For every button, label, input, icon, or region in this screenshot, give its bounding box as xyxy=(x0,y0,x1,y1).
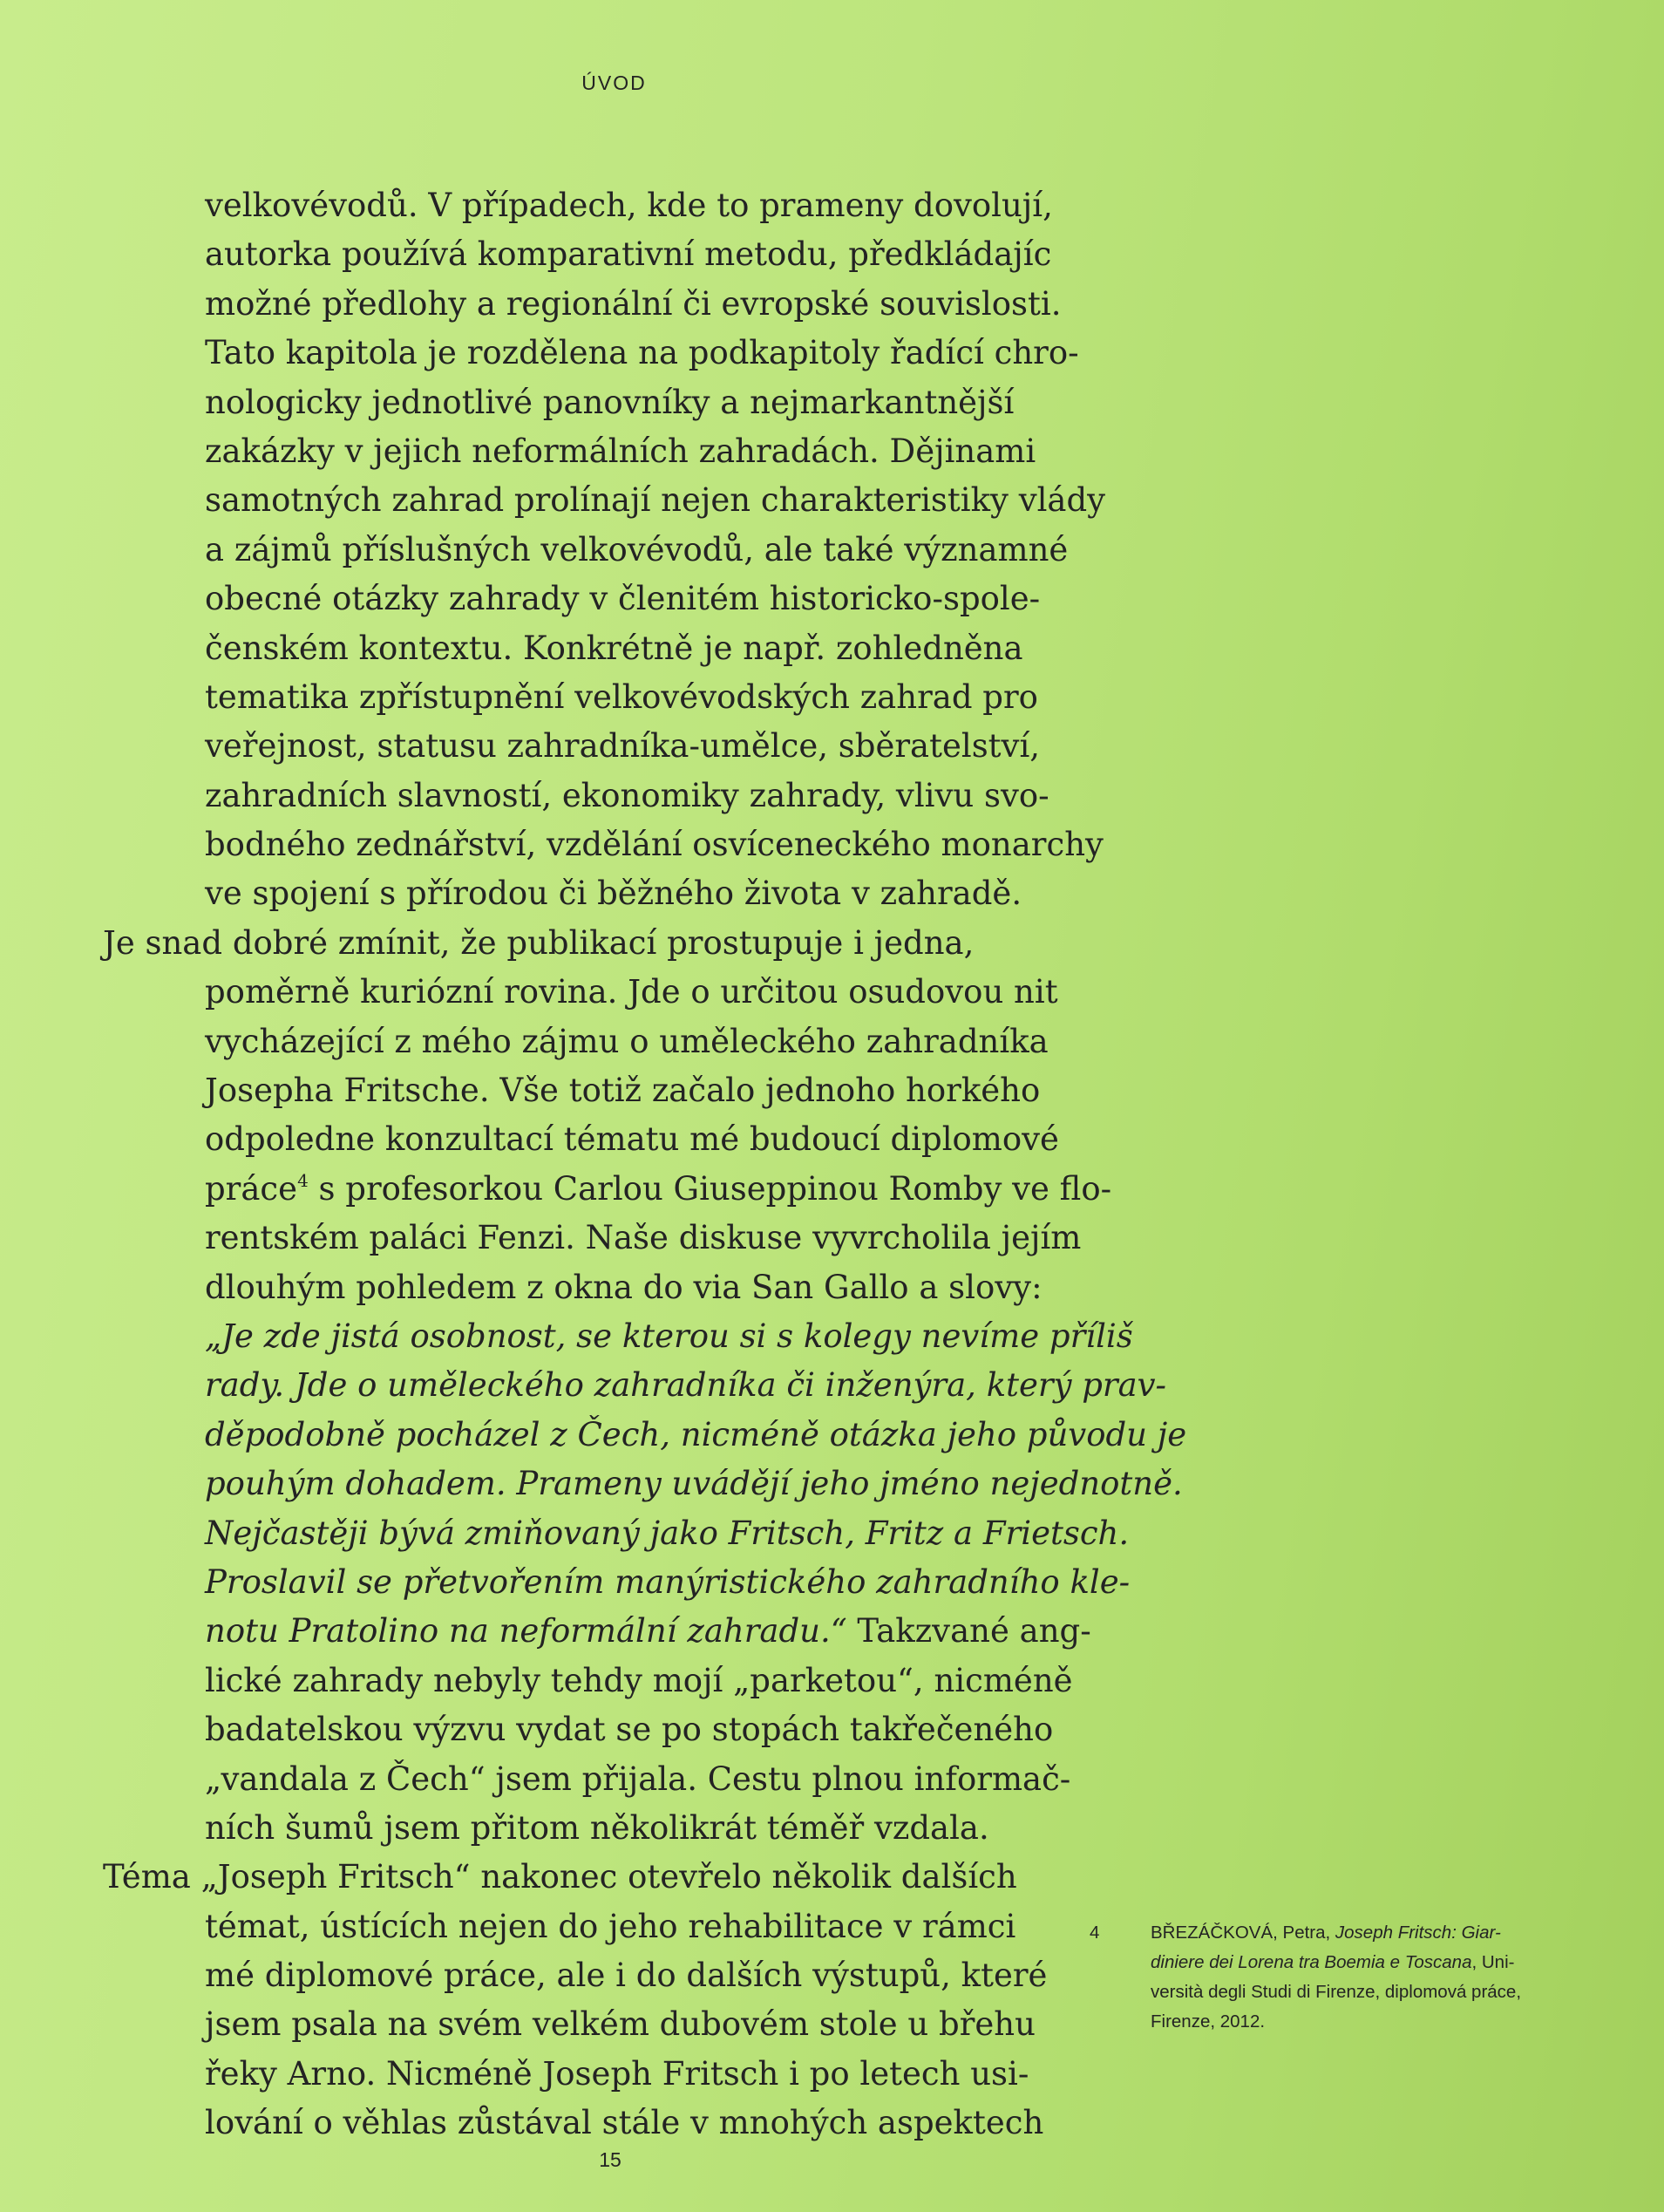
text-line: zahradních slavností, ekonomiky zahrady, vlivu svo- xyxy=(205,776,1049,814)
text-line: ve spojení s přírodou či běžného života v zahradě. xyxy=(205,875,1022,913)
text-line xyxy=(103,1607,1091,1656)
quote-line: Nejčastěji bývá zmiňovaný jako Fritsch, Fritz a Frietsch. xyxy=(205,1514,1130,1552)
text-line: dlouhým pohledem z okna do via San Gallo a slovy: xyxy=(205,1268,1043,1306)
text-line: řeky Arno. Nicméně Joseph Fritsch i po letech usi- xyxy=(205,2054,1029,2093)
text-line: lování o věhlas zůstával stále v mnohých aspektech xyxy=(205,2104,1044,2142)
text-line: ních šumů jsem přitom několikrát téměř vzdala. xyxy=(205,1808,989,1847)
text-line: mé diplomové práce, ale i do dalších výstupů, které xyxy=(205,1957,1048,1995)
page-number: 15 xyxy=(599,2148,621,2171)
text-line: a zájmů příslušných velkovévodů, ale také významné xyxy=(205,530,1069,568)
text-line: zakázky v jejich neformálních zahradách. Dějinami xyxy=(205,432,1036,470)
text-line: obecné otázky zahrady v členitém historicko-spole- xyxy=(205,580,1041,618)
text-line: vycházející z mého zájmu o uměleckého zahradníka xyxy=(205,1022,1049,1060)
text-line: poměrně kuriózní rovina. Jde o určitou osudovou nit xyxy=(205,973,1058,1011)
footnote-title: Joseph Fritsch: Giar- xyxy=(1335,1923,1501,1943)
footnote-text xyxy=(1151,1918,1521,2037)
quote-segment: notu Pratolino na neformální zahradu.“ xyxy=(205,1612,847,1650)
text-line: rentském paláci Fenzi. Naše diskuse vyvrcholila jejím xyxy=(205,1219,1082,1257)
footnote-line xyxy=(1151,1918,1521,1948)
text-line: autorka používá komparativní metodu, předkládajíc xyxy=(205,235,1052,274)
text-line: Josepha Fritsche. Vše totiž začalo jednoho horkého xyxy=(205,1072,1041,1110)
footnote-segment: , Petra, xyxy=(1273,1923,1335,1943)
footnote-number: 4 xyxy=(1090,1923,1100,1943)
footnote-author: BŘEZÁČKOVÁ xyxy=(1151,1923,1273,1943)
paragraph-first-line: Je snad dobré zmínit, že publikací prostupuje i jedna, xyxy=(103,923,975,962)
running-header: ÚVOD xyxy=(581,71,647,94)
text-line: velkovévodů. V případech, kde to prameny dovolují, xyxy=(205,187,1053,224)
text-line: jsem psala na svém velkém dubovém stole u břehu xyxy=(205,2005,1036,2044)
text-line: badatelskou výzvu vydat se po stopách takřečeného xyxy=(205,1711,1054,1749)
text-segment: práce xyxy=(205,1169,298,1208)
text-line: možné předlohy a regionální či evropské souvislosti. xyxy=(205,284,1062,323)
text-line: témat, ústících nejen do jeho rehabilitace v rámci xyxy=(205,1907,1016,1945)
quote-line: „Je zde jistá osobnost, se kterou si s kolegy nevíme příliš xyxy=(205,1317,1133,1355)
text-line: veřejnost, statusu zahradníka-umělce, sběratelství, xyxy=(205,727,1041,766)
footnote-segment: , Uni- xyxy=(1471,1952,1515,1972)
footnote-reference: 4 xyxy=(297,1169,309,1191)
text-line: samotných zahrad prolínají nejen charakteristiky vlády xyxy=(205,481,1106,520)
quote-line: pouhým dohadem. Prameny uvádějí jeho jméno nejednotně. xyxy=(205,1465,1183,1503)
footnote-title: diniere dei Lorena tra Boemia e Toscana xyxy=(1151,1952,1472,1972)
text-line xyxy=(103,1165,1112,1214)
footnote-line: Firenze, 2012. xyxy=(1151,2011,1266,2032)
text-line: odpoledne konzultací tématu mé budoucí diplomové xyxy=(205,1120,1059,1159)
quote-line: děpodobně pocházel z Čech, nicméně otázka jeho původu je xyxy=(205,1415,1187,1453)
text-line: nologicky jednotlivé panovníky a nejmarkantnější xyxy=(205,383,1015,421)
body-text xyxy=(103,181,1187,2148)
footnote-line: versità degli Studi di Firenze, diplomová práce, xyxy=(1151,1982,1522,2002)
paragraph-first-line: Téma „Joseph Fritsch“ nakonec otevřelo několik dalších xyxy=(103,1858,1017,1896)
quote-line: rady. Jde o uměleckého zahradníka či inženýra, který prav- xyxy=(205,1366,1167,1405)
text-line: lické zahrady nebyly tehdy mojí „parketou“, nicméně xyxy=(205,1661,1073,1699)
footnote-line xyxy=(1151,1948,1521,1977)
text-line: čenském kontextu. Konkrétně je např. zohledněna xyxy=(205,629,1023,667)
text-line: tematika zpřístupnění velkovévodských zahrad pro xyxy=(205,677,1038,716)
text-segment: Takzvané ang- xyxy=(846,1612,1091,1650)
text-line: bodného zednářství, vzdělání osvíceneckého monarchy xyxy=(205,826,1104,864)
text-line: Tato kapitola je rozdělena na podkapitoly řadící chro- xyxy=(205,334,1079,372)
quote-line: Proslavil se přetvořením manýristického zahradního kle- xyxy=(205,1562,1131,1601)
text-segment: s profesorkou Carlou Giuseppinou Romby ve flo- xyxy=(308,1169,1112,1208)
text-line: „vandala z Čech“ jsem přijala. Cestu plnou informač- xyxy=(205,1759,1071,1798)
